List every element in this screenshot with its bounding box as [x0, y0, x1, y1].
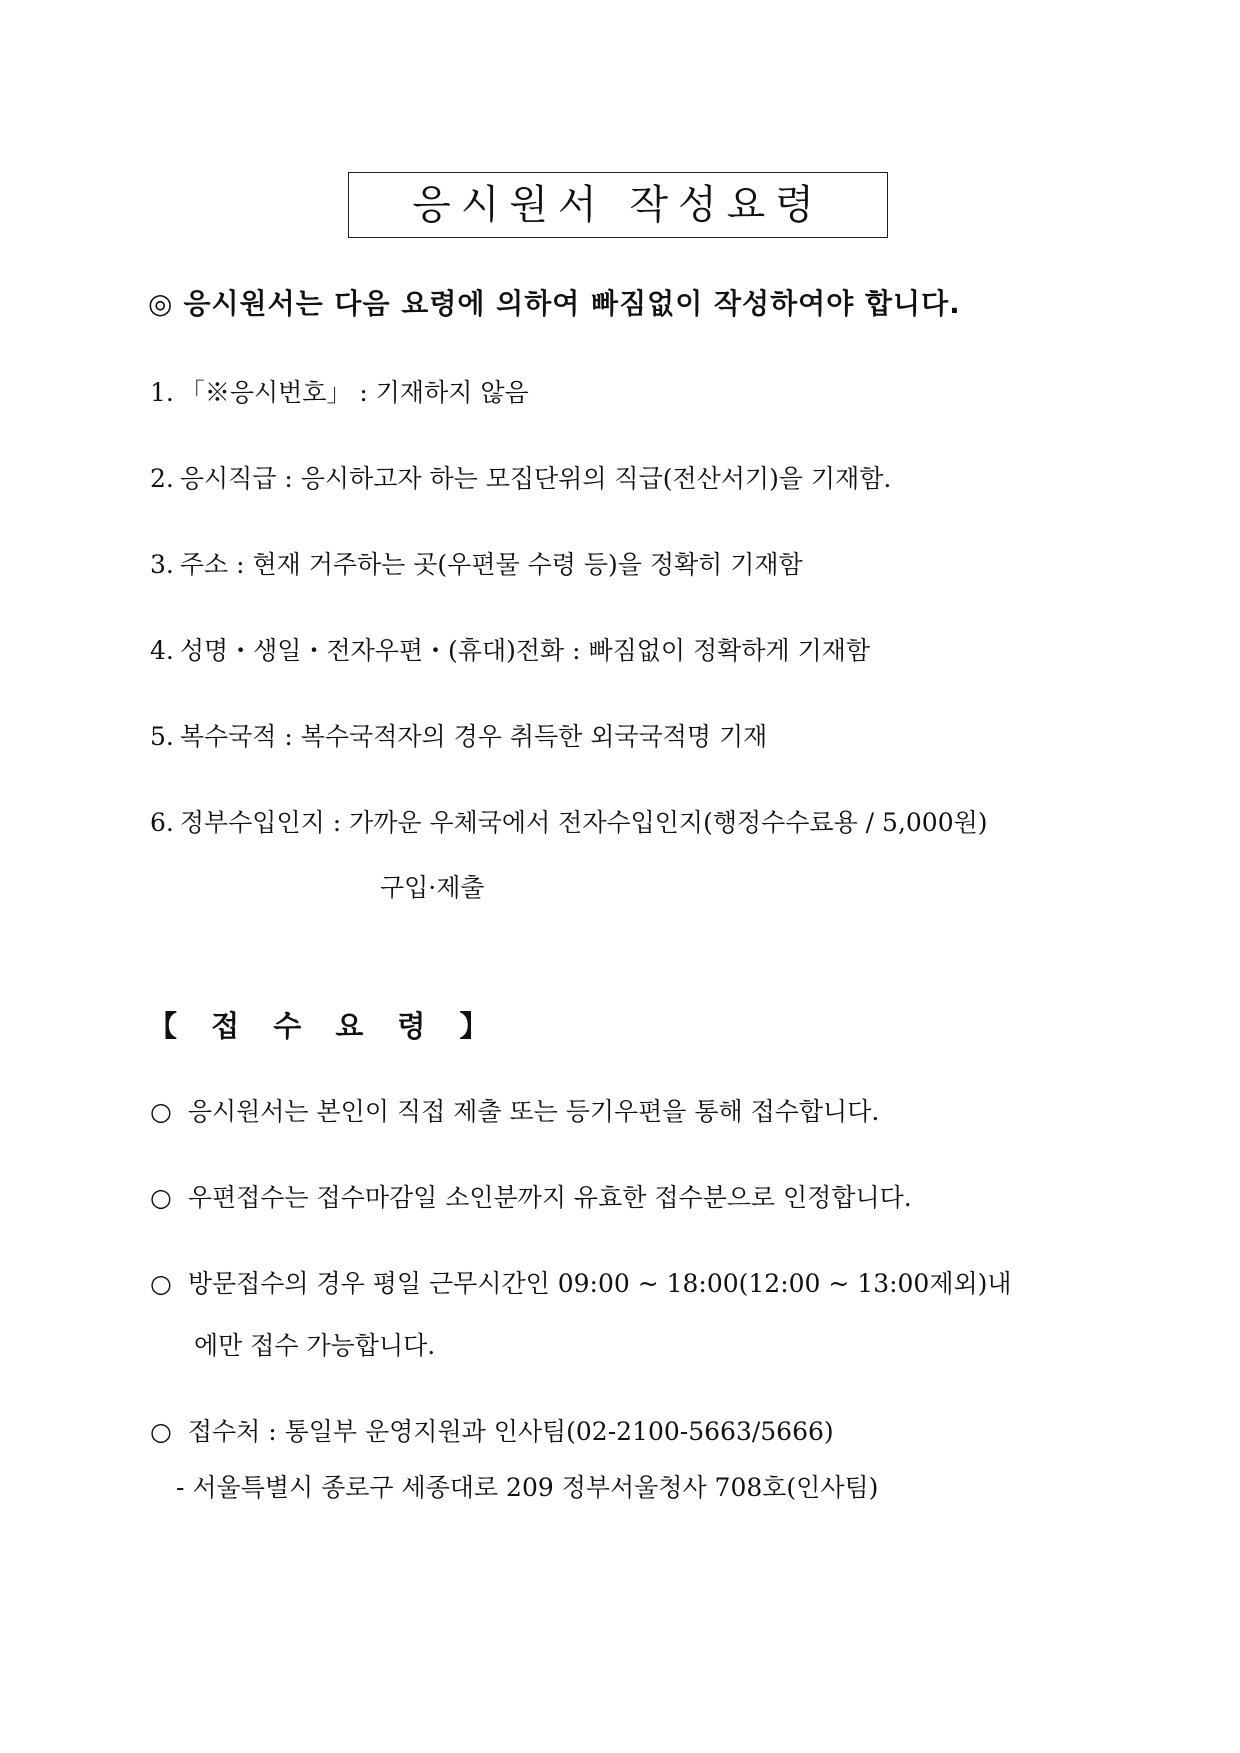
bullet-item-2 [150, 1178, 912, 1214]
intro-line [148, 282, 961, 322]
bullet-item-4 [150, 1412, 834, 1448]
instruction-item-5 [150, 722, 767, 752]
instruction-item-4 [150, 636, 870, 666]
page-title: 응시원서 작성요령 [412, 182, 824, 228]
item-number: 5. [150, 722, 174, 751]
item-text: 주소 : 현재 거주하는 곳(우편물 수령 등)을 정확히 기재함 [179, 550, 803, 579]
double-circle-icon: ◎ [148, 287, 174, 320]
item-text: 성명・생일・전자우편・(휴대)전화 : 빠짐없이 정확하게 기재함 [179, 636, 871, 665]
circle-icon: ○ [150, 1097, 172, 1126]
item-number: 1. [150, 378, 174, 407]
bullet-item-1 [150, 1092, 879, 1128]
bullet-text: 접수처 : 통일부 운영지원과 인사팀(02-2100-5663/5666) [187, 1417, 834, 1446]
item-text: 「※응시번호」 : 기재하지 않음 [179, 378, 529, 407]
bullet-text: 방문접수의 경우 평일 근무시간인 09:00 ~ 18:00(12:00 ~ 13:00제외)내 [187, 1269, 1012, 1298]
circle-icon: ○ [150, 1269, 172, 1298]
item-number: 2. [150, 464, 174, 493]
instruction-item-2 [150, 464, 891, 494]
bullet-item-3 [150, 1264, 1012, 1300]
office-address: - 서울특별시 종로구 세종대로 209 정부서울청사 708호(인사팀) [176, 1473, 879, 1502]
item-number: 4. [150, 636, 174, 665]
title-box [348, 172, 888, 238]
instruction-item-1 [150, 378, 529, 408]
bullet-text: 우편접수는 접수마감일 소인분까지 유효한 접수분으로 인정합니다. [187, 1183, 912, 1212]
circle-icon: ○ [150, 1183, 172, 1212]
item-text: 정부수입인지 : 가까운 우체국에서 전자수입인지(행정수수료용 / 5,000원) [179, 808, 988, 837]
circle-icon: ○ [150, 1417, 172, 1446]
item-text: 복수국적 : 복수국적자의 경우 취득한 외국국적명 기재 [179, 722, 768, 751]
item-number: 6. [150, 808, 174, 837]
instruction-item-3 [150, 550, 803, 580]
instruction-item-6 [150, 808, 988, 838]
intro-text: 응시원서는 다음 요령에 의하여 빠짐없이 작성하여야 합니다. [183, 287, 961, 320]
bullet-3-continuation: 에만 접수 가능합니다. [194, 1331, 436, 1360]
bullet-text: 응시원서는 본인이 직접 제출 또는 등기우편을 통해 접수합니다. [187, 1097, 880, 1126]
item-6-continuation: 구입·제출 [380, 873, 485, 902]
item-number: 3. [150, 550, 174, 579]
item-text: 응시직급 : 응시하고자 하는 모집단위의 직급(전산서기)을 기재함. [179, 464, 892, 493]
section-heading: 【 접 수 요 령 】 [148, 1009, 501, 1043]
